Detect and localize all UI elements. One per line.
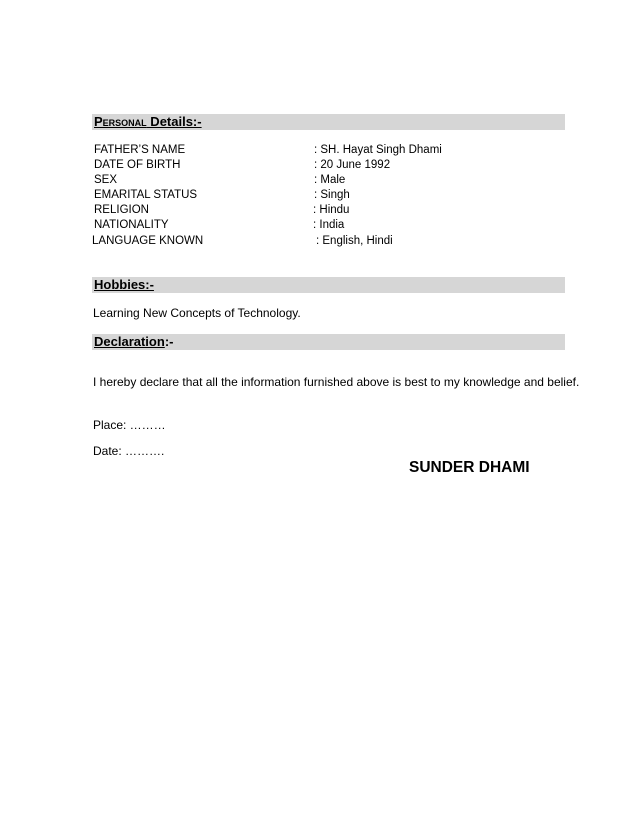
hobbies-bar xyxy=(92,277,565,293)
detail-label: NATIONALITY xyxy=(94,219,169,231)
declaration-heading xyxy=(94,334,173,350)
declaration-text: I hereby declare that all the information furnished above is best to my knowledge and belief. xyxy=(93,375,580,389)
detail-label: RELIGION xyxy=(94,204,149,216)
hobbies-text: Learning New Concepts of Technology. xyxy=(93,306,301,320)
personal-heading-first: Personal xyxy=(94,114,147,129)
detail-value: : SH. Hayat Singh Dhami xyxy=(314,144,442,156)
personal-heading-rest: Details:- xyxy=(146,114,202,129)
place-line: Place: ……… xyxy=(93,418,166,432)
detail-value: : English, Hindi xyxy=(316,235,393,247)
detail-label: FATHER’S NAME xyxy=(94,144,186,156)
detail-label: EMARITAL STATUS xyxy=(94,189,198,201)
date-line: Date: ………. xyxy=(93,444,165,458)
detail-value: : India xyxy=(313,219,345,231)
signature-name: SUNDER DHAMI xyxy=(409,459,530,476)
declaration-heading-word: Declaration xyxy=(94,334,165,349)
detail-label: SEX xyxy=(94,174,118,186)
detail-label: LANGUAGE KNOWN xyxy=(92,235,204,247)
personal-details-heading xyxy=(94,114,202,130)
declaration-heading-suffix: :- xyxy=(164,334,174,349)
hobbies-heading: Hobbies:- xyxy=(94,277,154,292)
detail-value: : Male xyxy=(314,174,346,186)
detail-value: : Hindu xyxy=(313,204,350,216)
detail-label: DATE OF BIRTH xyxy=(94,159,181,171)
detail-value: : 20 June 1992 xyxy=(314,159,391,171)
detail-value: : Singh xyxy=(314,189,350,201)
